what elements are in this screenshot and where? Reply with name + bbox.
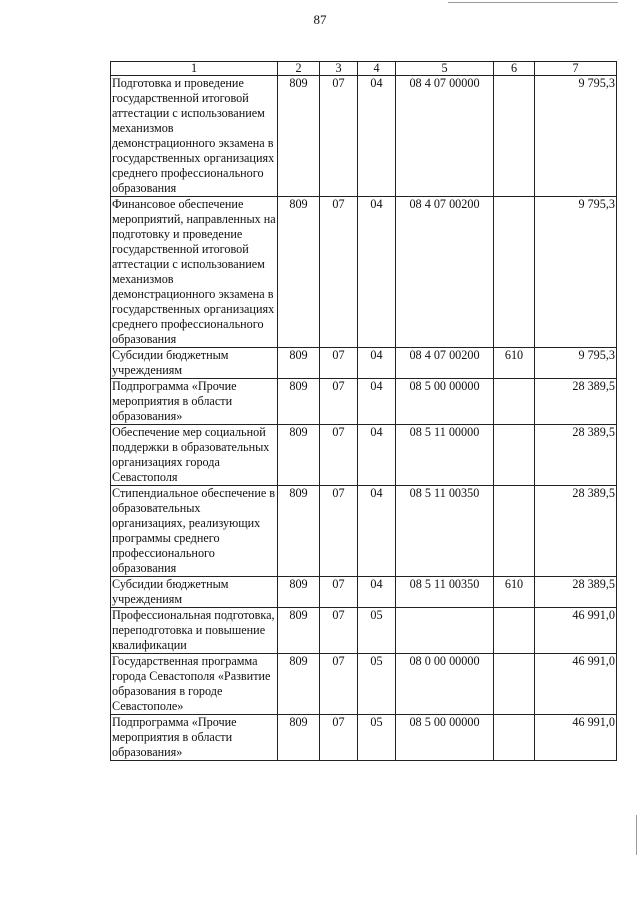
table-row [111,654,617,715]
section-code-cell: 07 [320,379,358,425]
row-name-cell: Стипендиальное обеспечение в образовательных организациях, реализующих программы среднего профессионального образования [111,486,278,577]
subsection-code-cell: 04 [358,379,396,425]
target-article-cell: 08 5 11 00350 [396,486,494,577]
target-article-cell: 08 5 00 00000 [396,379,494,425]
row-name-cell: Субсидии бюджетным учреждениям [111,348,278,379]
table-row [111,425,617,486]
subsection-code-cell: 05 [358,654,396,715]
subsection-code-cell: 05 [358,608,396,654]
amount-cell: 28 389,5 [535,577,617,608]
ministry-code-cell: 809 [278,197,320,348]
table-row [111,379,617,425]
row-name-cell: Профессиональная подготовка, переподготовка и повышение квалификации [111,608,278,654]
row-name-cell: Подготовка и проведение государственной итоговой аттестации с использованием механизмов демонстрационного экзамена в государственных организациях среднего профессионального образования [111,76,278,197]
page-number: 87 [313,12,327,27]
header-cell: 3 [320,62,358,76]
target-article-cell: 08 4 07 00000 [396,76,494,197]
section-code-cell: 07 [320,197,358,348]
header-row [111,62,617,76]
section-code-cell: 07 [320,715,358,761]
amount-cell: 28 389,5 [535,486,617,577]
ministry-code-cell: 809 [278,486,320,577]
ministry-code-cell: 809 [278,76,320,197]
ministry-code-cell: 809 [278,715,320,761]
section-code-cell: 07 [320,577,358,608]
target-article-cell: 08 4 07 00200 [396,348,494,379]
row-name-cell: Обеспечение мер социальной поддержки в образовательных организациях города Севастополя [111,425,278,486]
section-code-cell: 07 [320,348,358,379]
table-row [111,715,617,761]
section-code-cell: 07 [320,76,358,197]
row-name-cell: Подпрограмма «Прочие мероприятия в области образования» [111,715,278,761]
budget-table [110,61,617,761]
expense-type-cell [494,486,535,577]
subsection-code-cell: 04 [358,197,396,348]
header-cell: 1 [111,62,278,76]
ministry-code-cell: 809 [278,608,320,654]
target-article-cell: 08 5 11 00350 [396,577,494,608]
header-cell: 7 [535,62,617,76]
scan-mark-right-edge [636,815,637,855]
subsection-code-cell: 04 [358,425,396,486]
amount-cell: 46 991,0 [535,608,617,654]
target-article-cell: 08 4 07 00200 [396,197,494,348]
expense-type-cell [494,197,535,348]
expense-type-cell [494,379,535,425]
amount-cell: 46 991,0 [535,654,617,715]
expense-type-cell: 610 [494,348,535,379]
row-name-cell: Подпрограмма «Прочие мероприятия в области образования» [111,379,278,425]
target-article-cell: 08 0 00 00000 [396,654,494,715]
subsection-code-cell: 05 [358,715,396,761]
header-cell: 2 [278,62,320,76]
row-name-cell: Финансовое обеспечение мероприятий, направленных на подготовку и проведение государственной итоговой аттестации с использованием механизмов демонстрационного экзамена в государственных организациях среднего профессионального образования [112,197,276,346]
target-article-cell [396,608,494,654]
expense-type-cell [494,608,535,654]
amount-cell: 28 389,5 [535,379,617,425]
ministry-code-cell: 809 [278,348,320,379]
ministry-code-cell: 809 [278,654,320,715]
table-row [111,197,617,348]
scan-mark-top-right [448,2,618,3]
section-code-cell: 07 [320,425,358,486]
ministry-code-cell: 809 [278,577,320,608]
target-article-cell: 08 5 00 00000 [396,715,494,761]
expense-type-cell [494,76,535,197]
header-cell: 6 [494,62,535,76]
table-row [111,486,617,577]
row-name-cell: Субсидии бюджетным учреждениям [111,577,278,608]
amount-cell: 9 795,3 [535,348,617,379]
expense-type-cell: 610 [494,577,535,608]
ministry-code-cell: 809 [278,425,320,486]
table-row [111,577,617,608]
expense-type-cell [494,654,535,715]
header-cell: 5 [396,62,494,76]
header-cell: 4 [358,62,396,76]
subsection-code-cell: 04 [358,577,396,608]
row-name-cell: Государственная программа города Севастополя «Развитие образования в городе Севастополе» [111,654,278,715]
target-article-cell: 08 5 11 00000 [396,425,494,486]
amount-cell: 46 991,0 [535,715,617,761]
table-row [111,608,617,654]
section-code-cell: 07 [320,608,358,654]
subsection-code-cell: 04 [358,76,396,197]
expense-type-cell [494,715,535,761]
section-code-cell: 07 [320,654,358,715]
amount-cell: 28 389,5 [535,425,617,486]
subsection-code-cell: 04 [358,348,396,379]
amount-cell: 9 795,3 [535,76,617,197]
expense-type-cell [494,425,535,486]
ministry-code-cell: 809 [278,379,320,425]
section-code-cell: 07 [320,486,358,577]
subsection-code-cell: 04 [358,486,396,577]
table-row [111,348,617,379]
table-row [111,76,617,197]
amount-cell: 9 795,3 [535,197,617,348]
